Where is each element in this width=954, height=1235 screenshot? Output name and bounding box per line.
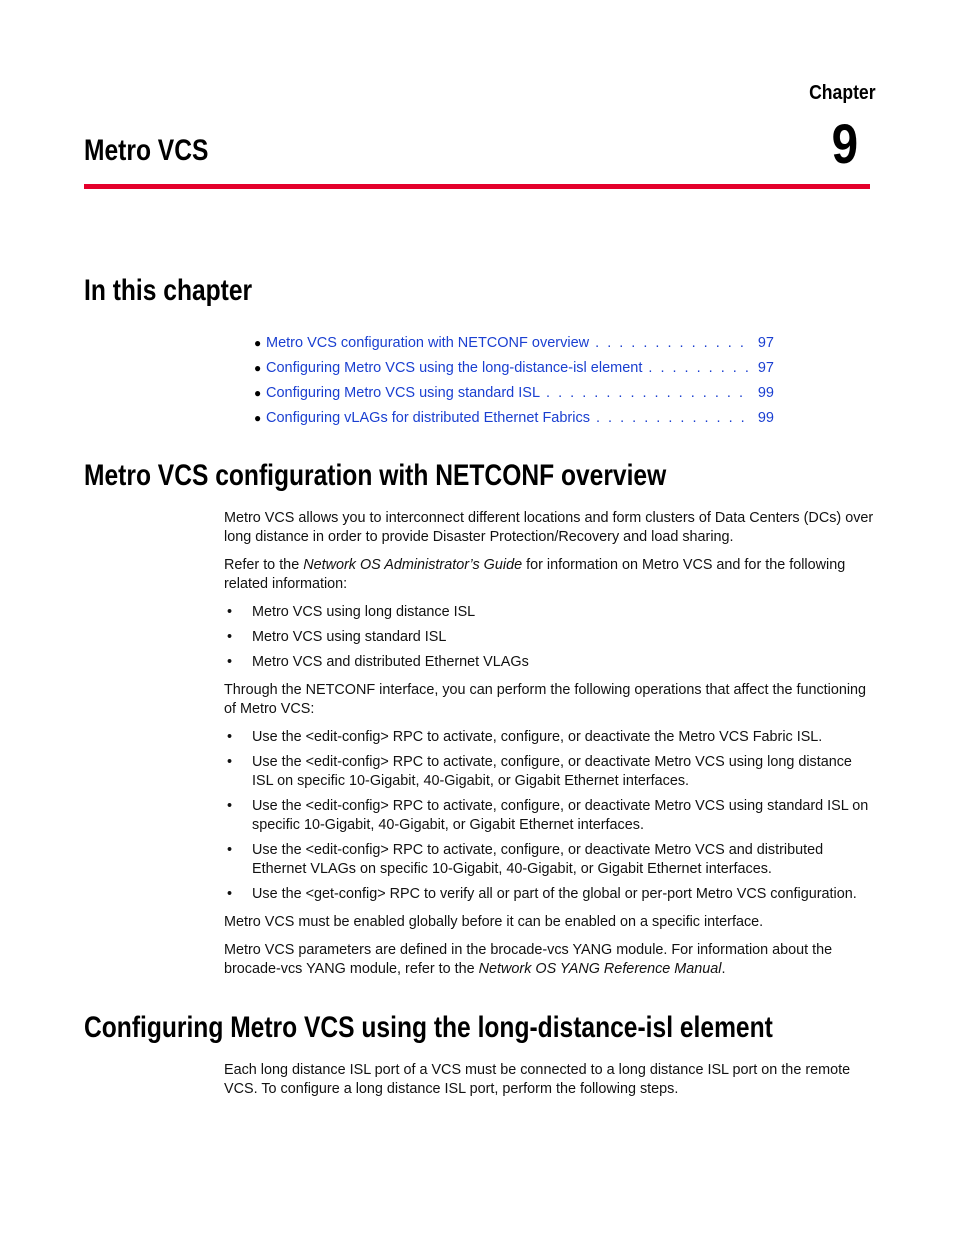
chapter-title: Metro VCS	[84, 134, 209, 167]
toc-leader	[596, 410, 748, 426]
operations-list	[224, 728, 874, 904]
toc-heading: In this chapter	[84, 274, 253, 307]
list-item: • Use the <edit-config> RPC to activate, configure, or deactivate the Metro VCS Fabric ISL.	[224, 728, 874, 747]
document-title-ref: Network OS YANG Reference Manual	[478, 961, 722, 977]
toc-page[interactable]: 99	[757, 409, 774, 426]
bullet-icon: ●	[254, 335, 262, 350]
document-title-ref: Network OS Administrator’s Guide	[303, 557, 523, 573]
paragraph: Metro VCS allows you to interconnect different locations and form clusters of Data Centers (DCs) over long distance in order to provide Disaster Protection/Recovery and load sharing.	[224, 510, 874, 545]
bullet-icon: ●	[254, 360, 262, 375]
toc-leader	[648, 360, 748, 376]
toc-leader	[546, 385, 748, 401]
chapter-rule	[84, 184, 870, 189]
section-body	[224, 1061, 874, 1108]
toc-link[interactable]: Metro VCS configuration with NETCONF overview	[266, 334, 590, 351]
paragraph: Each long distance ISL port of a VCS must be connected to a long distance ISL port on the remote VCS. To configure a long distance ISL port, perform the following steps.	[224, 1062, 851, 1097]
toc-item[interactable]	[254, 330, 774, 355]
paragraph: Refer to the Network OS Administrator’s Guide for information on Metro VCS and for the following related information:	[224, 557, 846, 592]
toc-list	[254, 330, 774, 430]
toc-item[interactable]	[254, 355, 774, 380]
list-item: • Metro VCS using standard ISL	[224, 628, 874, 647]
list-item: • Use the <edit-config> RPC to activate, configure, or deactivate Metro VCS and distributed Ethernet VLAGs on specific 10-Gigabit, 40-Gigabit, or Gigabit Ethernet interfaces.	[224, 841, 874, 879]
toc-link[interactable]: Configuring Metro VCS using standard ISL	[266, 384, 541, 401]
toc-page[interactable]: 99	[757, 384, 774, 401]
section-body	[224, 509, 874, 988]
chapter-number: 9	[831, 112, 858, 175]
toc-link[interactable]: Configuring Metro VCS using the long-distance-isl element	[266, 359, 643, 376]
toc-link[interactable]: Configuring vLAGs for distributed Ethernet Fabrics	[266, 409, 590, 426]
paragraph: Through the NETCONF interface, you can perform the following operations that affect the functioning of Metro VCS:	[224, 682, 867, 717]
related-info-list	[224, 603, 874, 672]
toc-page[interactable]: 97	[757, 334, 774, 351]
list-item: • Use the <edit-config> RPC to activate, configure, or deactivate Metro VCS using standard ISL on specific 10-Gigabit, 40-Gigabit, or Gigabit Ethernet interfaces.	[224, 797, 874, 835]
paragraph: Metro VCS parameters are defined in the brocade-vcs YANG module. For information about the brocade-vcs YANG module, refer to the Network OS YANG Reference Manual.	[224, 942, 833, 977]
paragraph: Metro VCS must be enabled globally before it can be enabled on a specific interface.	[224, 914, 764, 930]
section-heading: Configuring Metro VCS using the long-distance-isl element	[84, 1011, 773, 1044]
section-heading: Metro VCS configuration with NETCONF overview	[84, 459, 667, 492]
list-item: • Use the <edit-config> RPC to activate, configure, or deactivate Metro VCS using long distance ISL on specific 10-Gigabit, 40-Gigabit, or Gigabit Ethernet interfaces.	[224, 753, 874, 791]
toc-page[interactable]: 97	[757, 359, 774, 376]
list-item: • Metro VCS using long distance ISL	[224, 603, 874, 622]
toc-leader	[595, 335, 748, 351]
toc-item[interactable]	[254, 405, 774, 430]
list-item: • Use the <get-config> RPC to verify all or part of the global or per-port Metro VCS configuration.	[224, 885, 874, 904]
toc-item[interactable]	[254, 380, 774, 405]
list-item: • Metro VCS and distributed Ethernet VLAGs	[224, 653, 874, 672]
chapter-label: Chapter	[809, 82, 876, 104]
bullet-icon: ●	[254, 385, 262, 400]
bullet-icon: ●	[254, 410, 262, 425]
